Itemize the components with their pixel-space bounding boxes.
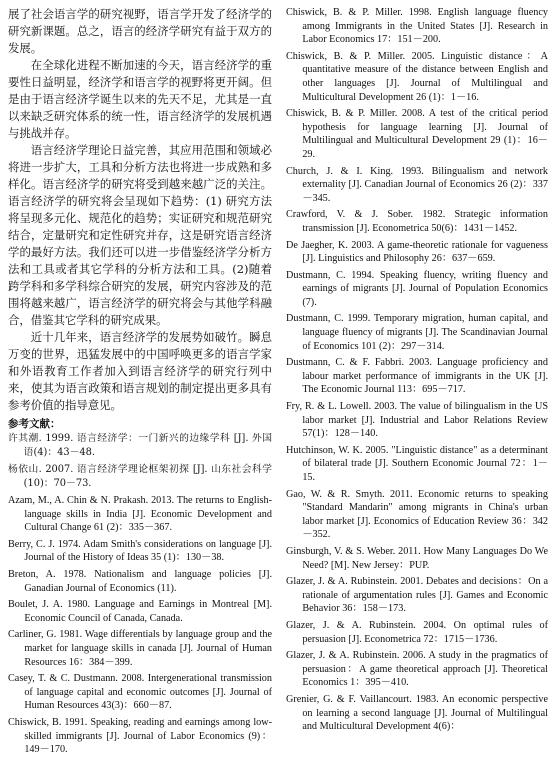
left-column bbox=[8, 6, 272, 760]
body-paragraph: 语言经济学理论日益完善，其应用范围和领域必将进一步扩大，工具和分析方法也将进一步成熟和多样化。语言经济学的研究将受到越来越广泛的关注。语言经济学的研究将会呈现如下趋势：(1) 研究方法将呈现多元化、规范化的趋势；实证研究和规范研究结合，定量研究和定性研究并存，这是研究语言经济学的最好方法。我们还可以进一步借鉴经济学分析方法和工具或者其它学科的分析方法和工具。(2)随着跨学科和多学科综合研究的发展，研究内容涉及的范围将越来越广，语言经济学的研究将会与其他学科融合，借鉴其它学科的研究成果。 bbox=[8, 143, 272, 327]
reference-entry: Grenier, G. & F. Vaillancourt. 1983. An economic perspective on learning a second language [J]. Journal of Multilingual and Multicultural Development 4(6)： bbox=[286, 693, 548, 733]
reference-entry: Chiswick, B. & P. Miller. 2005. Linguistic distance：A quantitative measure of the distance between English and other languages [J]. Journal of Multilingual and Multicultural Development 26 (1)：1－16. bbox=[286, 50, 548, 103]
reference-entry: Ginsburgh, V. & S. Weber. 2011. How Many Languages Do We Need? [M]. New Jersey：PUP. bbox=[286, 545, 548, 571]
reference-entry: Azam, M., A. Chin & N. Prakash. 2013. The returns to English-language skills in India [J]. Economic Development and Cultural Change 61 (2)：335－367. bbox=[8, 495, 272, 534]
reference-entry: 杨依山. 2007. 语言经济学理论框架初探 [J]. 山东社会科学(10)：70－73. bbox=[8, 464, 272, 489]
reference-entry: Dustmann, C. 1999. Temporary migration, human capital, and language fluency of migrants [J]. The Scandinavian Journal of Economics 101 (2)：297－314. bbox=[286, 313, 548, 352]
reference-entry: Berry, C. J. 1974. Adam Smith's considerations on language [J]. Journal of the History of Ideas 35 (1)：130－38. bbox=[8, 538, 272, 564]
reference-entry: Dustmann, C. 1994. Speaking fluency, writing fluency and earnings of migrants [J]. Journal of Population Economics (7). bbox=[286, 269, 548, 308]
reference-entry: Chiswick, B. 1991. Speaking, reading and earnings among low-skilled immigrants [J]. Journal of Labor Economics (9)：149－170. bbox=[8, 716, 272, 756]
reference-entry: Carliner, G. 1981. Wage differentials by language group and the market for language skills in canada [J]. Journal of Human Resources 16：384－399. bbox=[8, 629, 272, 668]
reference-entry: Chiswick, B. & P. Miller. 1998. English language fluency among Immigrants in the United States [J]. Research in Labor Economics 17：151－200. bbox=[286, 7, 548, 46]
reference-entry: Glazer, J. & A. Rubinstein. 2006. A study in the pragmatics of persuasion：A game theoretical approach [J]. Theoretical Economics 1：395－410. bbox=[286, 650, 548, 689]
body-paragraph: 近十几年来，语言经济学的发展势如破竹。瞬息万变的世界，迅猛发展中的中国呼唤更多的语言学家和外语教育工作者加入到语言经济学的研究行列中来，使其为语言政策和语言规划的制定提出更多具有参考价值的指导意见。 bbox=[8, 330, 272, 412]
reference-entry: Casey, T. & C. Dustmann. 2008. Intergenerational transmission of language capital and economic outcomes [J]. Journal of Human Resources 43(3)：660－87. bbox=[8, 673, 272, 712]
reference-entry: Boulet, J. A. 1980. Language and Earnings in Montreal [M]. Economic Council of Canada, Canada. bbox=[8, 599, 272, 624]
references-heading: 参考文献： bbox=[8, 418, 61, 430]
reference-entry: Glazer, J. & A. Rubinstein. 2004. On optimal rules of persuasion [J]. Econometrica 72：1715－1736. bbox=[286, 619, 548, 645]
body-paragraph: 在全球化进程不断加速的今天，语言经济学的重要性日益明显，经济学和语言学的视野将更开阔。但是由于语言经济学诞生以来的先天不足，尤其是一直以来缺乏研究体系的统一性，语言经济学的发展机遇与挑战并存。 bbox=[8, 58, 272, 140]
reference-entry: 许其潮. 1999. 语言经济学：一门新兴的边缘学科 [J]. 外国语(4)：43－48. bbox=[8, 433, 272, 458]
reference-entry: Church, J. & I. King. 1993. Bilingualism and network externality [J]. Canadian Journal of Economics 26 (2)：337－345. bbox=[286, 165, 548, 204]
reference-entry: Gao, W. & R. Smyth. 2011. Economic returns to speaking "Standard Mandarin" among migrants in China's urban labor market [J]. Economics of Education Review 36：342－352. bbox=[286, 488, 548, 541]
body-paragraph: 展了社会语言学的研究视野，语言学开发了经济学的研究新课题。总之，语言的经济学研究有益于双方的发展。 bbox=[8, 7, 272, 55]
reference-entry: Fry, R. & L. Lowell. 2003. The value of bilingualism in the US labor market [J]. Industrial and Labor Relations Review 57(1)：128－140. bbox=[286, 401, 548, 440]
reference-entry: Crawford, V. & J. Sober. 1982. Strategic information transmission [J]. Econometrica 50(6)：1431－1452. bbox=[286, 209, 548, 234]
reference-entry: Dustmann, C. & F. Fabbri. 2003. Language proficiency and labour market performance of immigrants in the UK [J]. The Economic Journal 113：695－717. bbox=[286, 357, 548, 396]
reference-entry: De Jaegher, K. 2003. A game-theoretic rationale for vagueness [J]. Linguistics and Philosophy 26：637－659. bbox=[286, 239, 548, 265]
reference-entry: Glazer, J. & A. Rubinstein. 2001. Debates and decisions：On a rationale of argumentation rules [J]. Games and Economic Behavior 36：158－173. bbox=[286, 576, 548, 615]
reference-entry: Breton, A. 1978. Nationalism and language policies [J]. Ganadian Journal of Economics (11). bbox=[8, 568, 272, 594]
right-column bbox=[286, 6, 548, 737]
reference-entry: Hutchinson, W. K. 2005. "Linguistic distance" as a determinant of bilateral trade [J]. Southern Economic Journal 72：1－15. bbox=[286, 444, 548, 483]
reference-entry: Chiswick, B. & P. Miller. 2008. A test of the critical period hypothesis for language learning [J]. Journal of Multilingual and Multicultural Development 29 (1)：16－29. bbox=[286, 108, 548, 160]
